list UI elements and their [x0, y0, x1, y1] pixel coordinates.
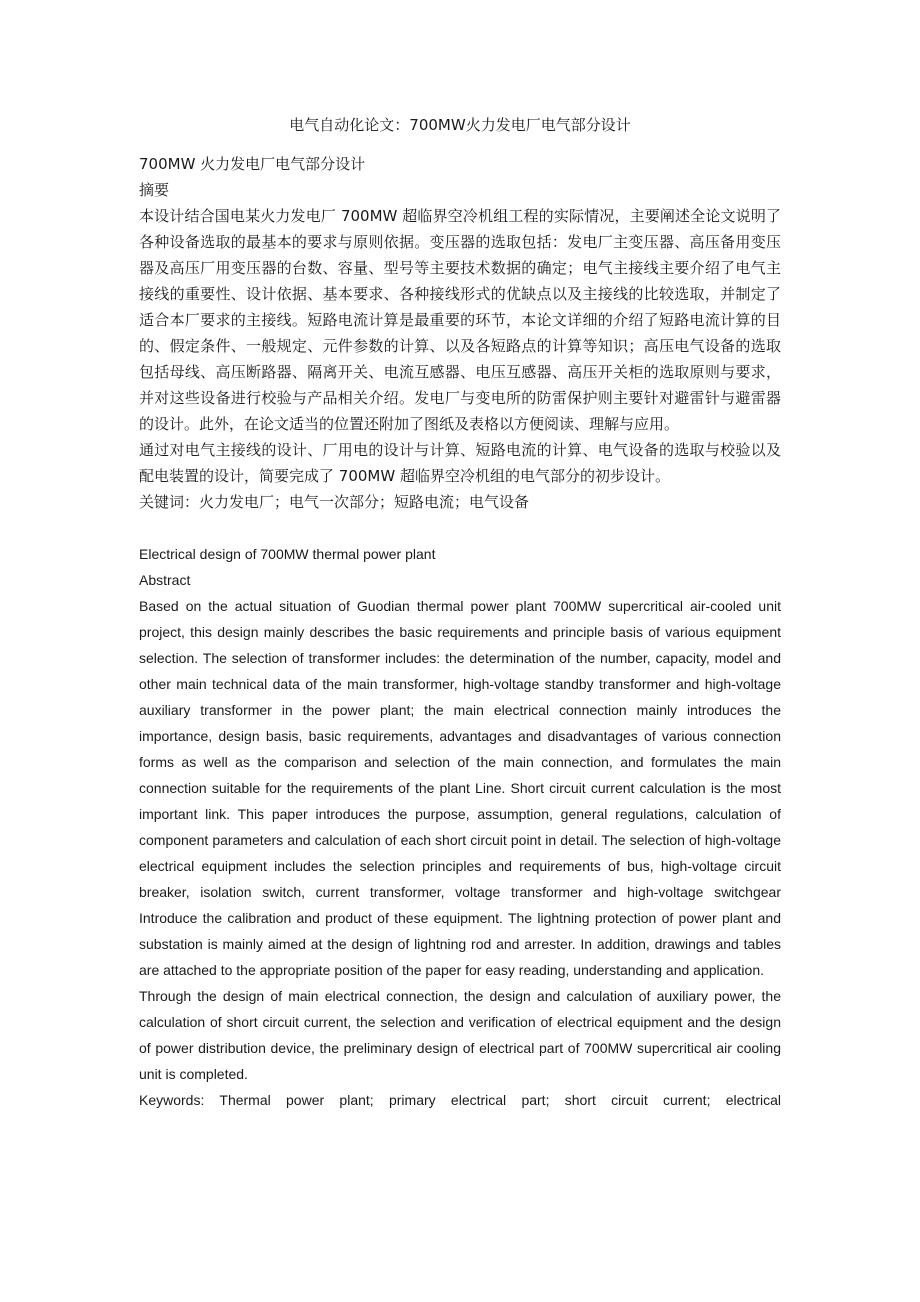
english-abstract-paragraph-2: Through the design of main electrical connection, the design and calculation of auxiliary power, the calculation of short circuit current, the selection and verification of electrical equipment and the design of power distribution device, the preliminary design of electrical part of 700MW supercritical air cooling unit is completed. — [139, 988, 781, 1082]
section-spacer — [139, 515, 781, 541]
chinese-abstract-label: 摘要 — [139, 181, 170, 199]
english-heading: Electrical design of 700MW thermal power plant — [139, 546, 436, 562]
english-abstract-paragraph-1: Based on the actual situation of Guodian thermal power plant 700MW supercritical air-cooled unit project, this design mainly describes the basic requirements and principle basis of various equipment selection. The selection of transformer includes: the determination of the number, capacity, model and other main technical data of the main transformer, high-voltage standby transformer and high-voltage auxiliary transformer in the power plant; the main electrical connection mainly introduces the importance, design basis, basic requirements, advantages and disadvantages of various connection forms as well as the comparison and selection of the main connection, and formulates the main connection suitable for the requirements of the plant Line. Short circuit current calculation is the most important link. This paper introduces the purpose, assumption, general regulations, calculation of component parameters and calculation of each short circuit point in detail. The selection of high-voltage electrical equipment includes the selection principles and requirements of bus, high-voltage circuit breaker, isolation switch, current transformer, voltage transformer and high-voltage switchgear Introduce the calibration and product of these equipment. The lightning protection of power plant and substation is mainly aimed at the design of lightning rod and arrester. In addition, drawings and tables are attached to the appropriate position of the paper for easy reading, understanding and application. — [139, 598, 781, 978]
english-abstract-label: Abstract — [139, 572, 191, 588]
chinese-heading: 700MW 火力发电厂电气部分设计 — [139, 155, 366, 173]
document-title: 电气自动化论文：700MW火力发电厂电气部分设计 — [289, 116, 631, 134]
chinese-keywords: 关键词：火力发电厂；电气一次部分；短路电流；电气设备 — [139, 493, 530, 511]
chinese-abstract-paragraph-1: 本设计结合国电某火力发电厂 700MW 超临界空冷机组工程的实际情况，主要阐述全论文说明了各种设备选取的最基本的要求与原则依据。变压器的选取包括：发电厂主变压器、高压备用变压器及高压厂用变压器的台数、容量、型号等主要技术数据的确定；电气主接线主要介绍了电气主接线的重要性、设计依据、基本要求、各种接线形式的优缺点以及主接线的比较选取，并制定了适合本厂要求的主接线。短路电流计算是最重要的环节，本论文详细的介绍了短路电流计算的目的、假定条件、一般规定、元件参数的计算、以及各短路点的计算等知识；高压电气设备的选取包括母线、高压断路器、隔离开关、电流互感器、电压互感器、高压开关柜的选取原则与要求，并对这些设备进行校验与产品相关介绍。发电厂与变电所的防雷保护则主要针对避雷针与避雷器的设计。此外，在论文适当的位置还附加了图纸及表格以方便阅读、理解与应用。 — [139, 207, 781, 433]
document-page — [139, 112, 781, 1113]
english-keywords: Keywords: Thermal power plant; primary electrical part; short circuit current; electrical — [139, 1092, 781, 1108]
chinese-abstract-paragraph-2: 通过对电气主接线的设计、厂用电的设计与计算、短路电流的计算、电气设备的选取与校验以及配电装置的设计，简要完成了 700MW 超临界空冷机组的电气部分的初步设计。 — [139, 441, 781, 485]
